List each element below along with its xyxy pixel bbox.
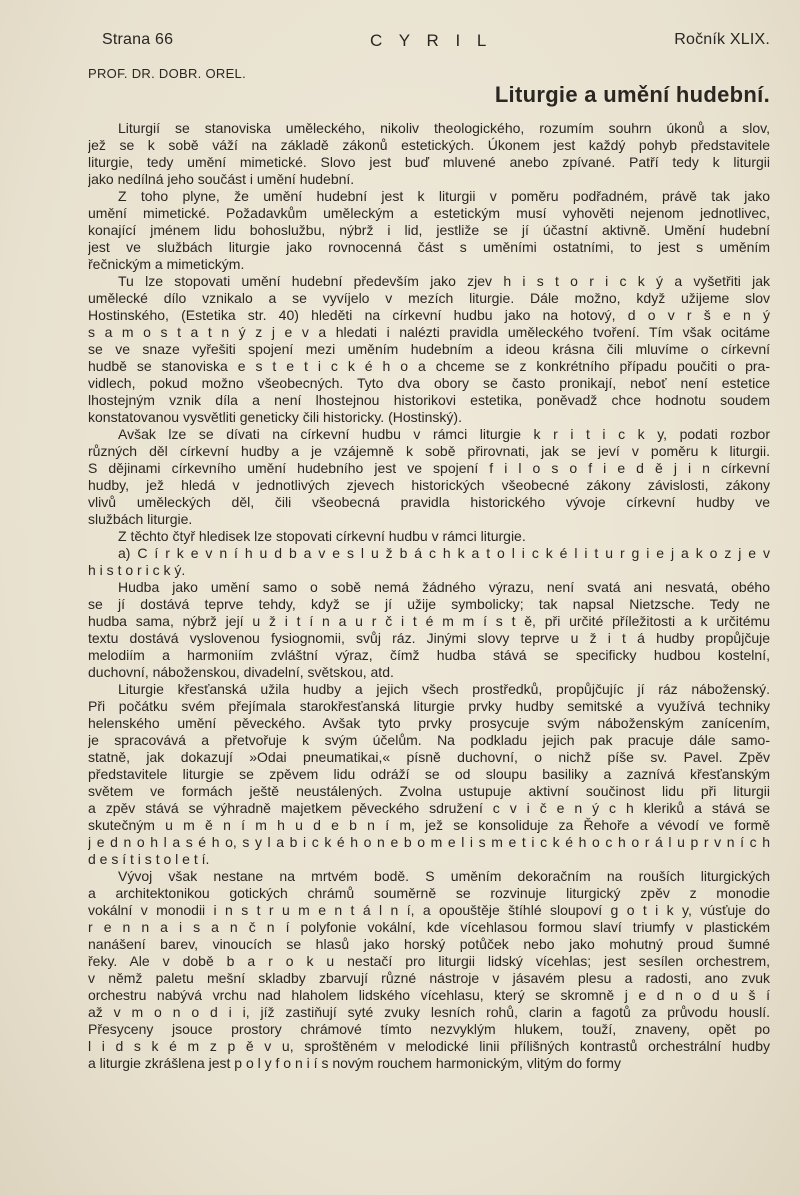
text-line: v němž paletu mešní skladby zbarvují různé nástroje v jásavém plesu a radosti, ano zvuk (88, 970, 770, 986)
text-line: lhostejným vznik díla a není lhostejnou historikovi estetika, poněvadž chce hodnotu soudem (88, 392, 770, 408)
text-line: Přesyceny jsouce prostory chrámové tímto nezvyklým hlukem, touží, znaveny, opět po (88, 1021, 770, 1037)
page-number: Strana 66 (102, 31, 174, 48)
text-line: statně, jak dokazují »Odai pneumatikai,« písně duchovní, o nichž píše sv. Pavel. Zpěv (88, 749, 770, 765)
paragraph (88, 868, 770, 1072)
text-line: se ve snaze vyřešiti spojení mezi uměním hudebním a ideou krásna čili mluvíme o církevní (88, 341, 770, 357)
paragraph (88, 545, 770, 579)
text-line: vidlech, pokud možno všeobecných. Tyto dva obory se často pronikají, neboť není estetice (88, 375, 770, 391)
article-body (88, 120, 770, 1072)
text-line: hudba sama, nýbrž její u ž i t í n a u r č i t é m m í s t ě, při určité příležitosti a k určitému (88, 613, 770, 629)
paragraph (88, 188, 770, 273)
text-line: hudby, jež hledá v jednotlivých zjevech historických všeobecné zákony závislosti, zákony (88, 477, 770, 493)
text-line: Tu lze stopovati umění hudební především jako zjev h i s t o r i c k ý a vyšetřiti jak (118, 273, 770, 289)
text-line: duchovní, náboženskou, divadelní, světskou, atd. (88, 664, 394, 680)
text-line: umělecké dílo vznikalo a se vyvíjelo v mezích liturgie. Dále možno, když užijeme slov (88, 290, 770, 306)
text-line: řeky. Ale v době b a r o k u nestačí pro liturgii lidský vícehlas; jest sesílen orchestrem, (88, 953, 770, 969)
text-line: jako nedílná jeho součást i umění hudební. (88, 171, 355, 187)
text-line: a zpěv stává se výhradně majetkem pěveckého sdružení c v i č e n ý c h kleriků a stává se (88, 800, 770, 816)
text-line: Hudba jako umění samo o sobě nemá žádného výrazu, není svatá ani nesvatá, obého (118, 579, 770, 595)
text-line: s a m o s t a t n ý z j e v a hledati i nalézti pravidla uměleckého tvoření. Tím však ocitáme (88, 324, 770, 340)
article-author: PROF. DR. DOBR. OREL. (88, 66, 246, 81)
text-line: světem ve formách ještě neustálených. Zvolna ustupuje aktivní součinost lidu při liturgii (88, 783, 770, 799)
text-line: S dějinami církevního umění hudebního jest ve spojení f i l o s o f i e d ě j i n církevní (88, 460, 770, 476)
text-line: Liturgií se stanoviska uměleckého, nikoliv theologického, rozumím souhrn úkonů a slov, (118, 120, 770, 136)
text-line: Avšak lze se dívati na církevní hudbu v rámci liturgie k r i t i c k y, podati rozbor (118, 426, 770, 442)
text-line: melodiím a harmoniím zvláštní výraz, čímž hudba stává se specificky hudbou kostelní, (88, 647, 770, 663)
text-line: vokální v monodii i n s t r u m e n t á l n í, a opouštěje štíhlé sloupoví g o t i k y, vúsťuje do (88, 902, 770, 918)
article-title: Liturgie a umění hudební. (494, 82, 770, 107)
text-line: d e s í t i s t o l e t í. (88, 851, 210, 867)
text-line: j e d n o h l a s é h o, s y l a b i c k é h o n e b o m e l i s m e t i c k é h o c h o r á l u p r v n í c h (88, 834, 770, 850)
text-line: h i s t o r i c k ý. (88, 562, 186, 578)
paragraph (88, 426, 770, 528)
text-line: Hostinského, (Estetika str. 40) hleděti na církevní hudbu jako na hotový, d o v r š e n ý (88, 307, 770, 323)
paragraph (88, 528, 770, 545)
text-line: textu dostává vyslovenou fysiognomii, svůj ráz. Jinými slovy teprve u ž i t á hudby propůjčuje (88, 630, 770, 646)
paragraph (88, 579, 770, 681)
text-line: různých děl církevní hudby a je vzájemně k sobě přirovnati, jak se jeví v poměru k liturgii. (88, 443, 770, 459)
text-line: r e n n a i s a n č n í polyfonie vokální, kde vícehlasou formou slaví triumfy v plastickém (88, 919, 770, 935)
text-line: liturgie, tedy umění mimetické. Slovo jest buď mluvené anebo zpívané. Patří tedy k liturgii (88, 154, 770, 170)
text-line: Z toho plyne, že umění hudební jest k liturgii v poměru podřadném, právě tak jako (118, 188, 770, 204)
text-line: Při počátku svém přejímala starokřesťanská liturgie prvky hudby semitské a využívá techniky (88, 698, 770, 714)
text-line: Z těchto čtyř hledisek lze stopovati církevní hudbu v rámci liturgie. (118, 528, 526, 544)
text-line: umění mimetické. Požadavkům uměleckým a estetickým musí vyhověti nejenom jednotlivec, (88, 205, 770, 221)
paragraph (88, 273, 770, 426)
text-line: se jí dostává teprve tehdy, když se jí užije symbolicky; tak napsal Nietzsche. Tedy ne (88, 596, 770, 612)
text-line: až v m o n o d i i, jíž zastiňují syté zvuky lesních rohů, clarin a fagotů za průvodu houslí. (88, 1004, 770, 1020)
paragraph (88, 120, 770, 188)
text-line: l i d s k é m z p ě v u, sproštěném v melodické linii přílišných kontrastů orchestrální hudby (88, 1038, 770, 1054)
text-line: představitele liturgie se zpěvem lidu odráží se od sloupu basiliky a zaznívá křesťanským (88, 766, 770, 782)
text-line: a architektonikou gotických chrámů souměrně se rozvinuje liturgický zpěv z monodie (88, 885, 770, 901)
volume-number: Ročník XLIX. (674, 31, 770, 48)
text-line: a liturgie zkrášlena jest p o l y f o n i í s novým rouchem harmonickým, vlitým do formy (88, 1055, 621, 1071)
text-line: vlivů uměleckých děl, čili všeobecná pravidla historického vývoje církevní hudby ve (88, 494, 770, 510)
text-line: Liturgie křesťanská užila hudby a jejich všech prostředků, propůjčujíc jí ráz náboženský. (118, 681, 770, 697)
text-line: jež se k sobě váží na základě zákonů estetických. Úkonem jest každý pohyb představitele (88, 137, 770, 153)
text-line: je spracovává a přetvořuje k svým účelům. Na podkladu jejich pak pracuje dále samo- (88, 732, 770, 748)
text-line: skutečným u m ě n í m h u d e b n í m, jež se konsoliduje za Řehoře a vévodí ve formě (88, 817, 770, 833)
text-line: konající jménem lidu bohoslužbu, nýbrž i lid, jestliže se jí účastní aktivně. Umění hudební (88, 222, 770, 238)
text-line: službách liturgie. (88, 511, 193, 527)
text-line: konstatovanou vysvětliti geneticky čili historicky. (Hostinský). (88, 409, 462, 425)
text-line: a) C í r k e v n í h u d b a v e s l u ž b á c h k a t o l i c k é l i t u r g i e j a k o z j e v (118, 545, 770, 561)
text-line: hudbě se stanoviska e s t e t i c k é h o a chceme se z konkrétního případu poučiti o pra- (88, 358, 770, 374)
text-line: Vývoj však nestane na mrtvém bodě. S uměním dekoračním na rouších liturgických (118, 868, 770, 884)
text-line: orchestru nabývá vrchu nad hlaholem lidského vícehlasu, který se skromně j e d n o d u š í (88, 987, 770, 1003)
journal-title: C Y R I L (370, 31, 493, 50)
text-line: helenského umění pěveckého. Avšak tyto prvky prosycuje svým náboženským zanícením, (88, 715, 770, 731)
text-line: nanášení barev, vinoucích se hlasů jako horský potůček nebo jako mohutný proud šumné (88, 936, 770, 952)
text-line: jest ve službách liturgie jako rovnocenná část s uměními ostatními, to jest s uměním (88, 239, 770, 255)
text-line: řečnickým a mimetickým. (88, 256, 245, 272)
paragraph (88, 681, 770, 868)
